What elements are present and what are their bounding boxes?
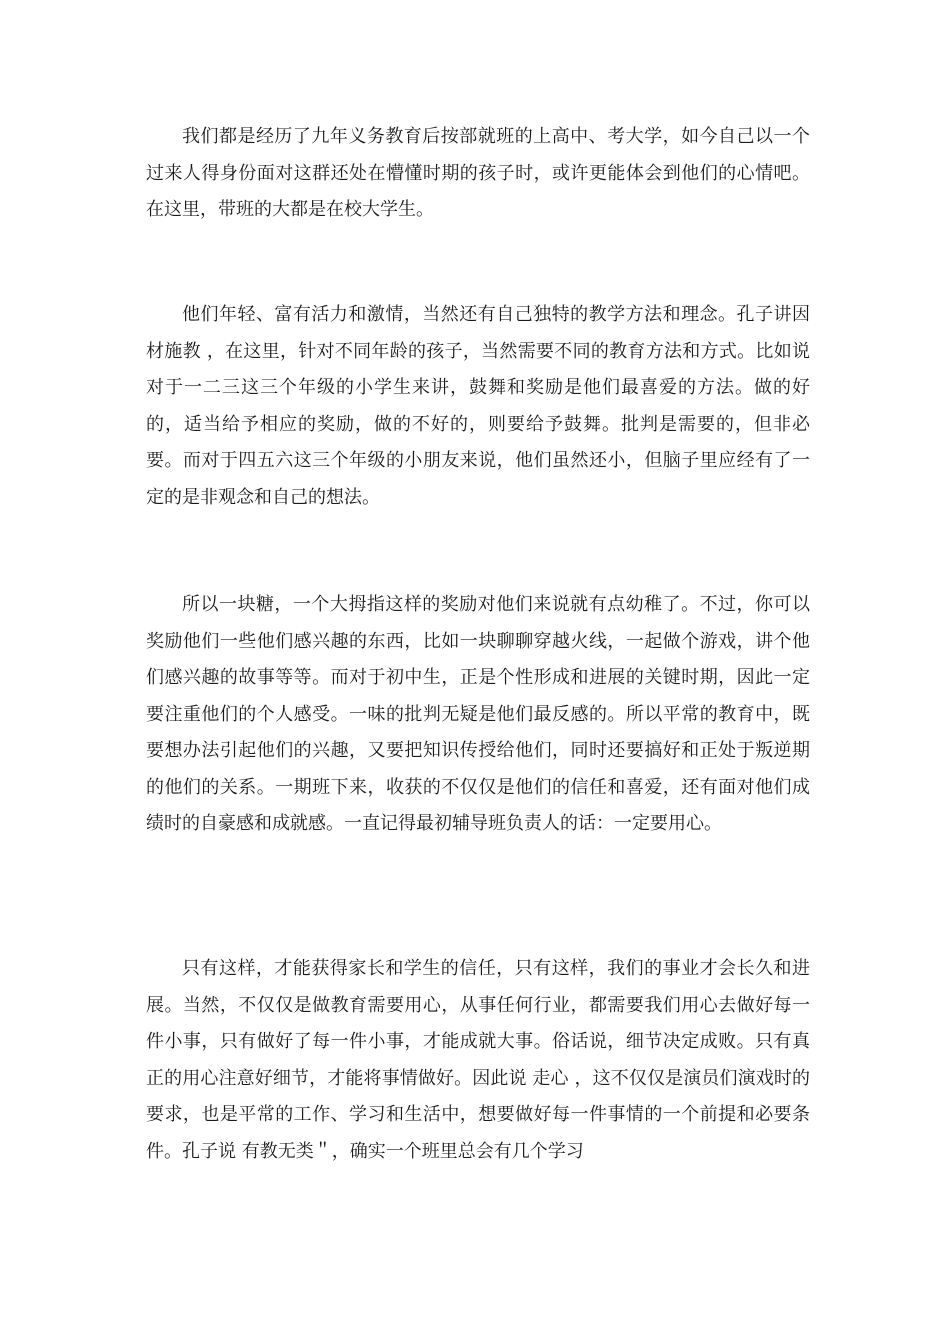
paragraph: 只有这样，才能获得家长和学生的信任，只有这样，我们的事业才会长久和进展。当然，不仅仅是做教育需要用心，从事任何行业，都需要我们用心去做好每一件小事，只有做好了每一件小事，才能成就大事。俗话说，细节决定成败。只有真正的用心注意好细节，才能将事情做好。因此说 走心 ，这不仅仅是演员们演戏时的要求，也是平常的工作、学习和生活中，想要做好每一件事情的一个前提和必要条件。孔子说 有教无类＂，确实一个班里总会有几个学习 — [146, 958, 810, 1162]
paragraph: 我们都是经历了九年义务教育后按部就班的上高中、考大学，如今自己以一个过来人得身份面对这群还处在懵懂时期的孩子时，或许更能体会到他们的心情吧。在这里，带班的大都是在校大学生。 — [146, 126, 810, 220]
paragraph: 所以一块糖，一个大拇指这样的奖励对他们来说就有点幼稚了。不过，你可以奖励他们一些他们感兴趣的东西，比如一块聊聊穿越火线，一起做个游戏，讲个他们感兴趣的故事等等。而对于初中生，正是个性形成和进展的关键时期，因此一定要注重他们的个人感受。一味的批判无疑是他们最反感的。所以平常的教育中，既要想办法引起他们的兴趣，又要把知识传授给他们，同时还要搞好和正处于叛逆期的他们的关系。一期班下来，收获的不仅仅是他们的信任和喜爱，还有面对他们成绩时的自豪感和成就感。一直记得最初辅导班负责人的话：一定要用心。 — [146, 594, 810, 834]
paragraph: 他们年轻、富有活力和激情，当然还有自己独特的教学方法和理念。孔子讲因材施教 ，在这里，针对不同年龄的孩子，当然需要不同的教育方法和方式。比如说对于一二三这三个年级的小学生来讲，鼓舞和奖励是他们最喜爱的方法。做的好的，适当给予相应的奖励，做的不好的，则要给予鼓舞。批判是需要的，但非必要。而对于四五六这三个年级的小朋友来说，他们虽然还小，但脑子里应经有了一定的是非观念和自己的想法。 — [146, 304, 810, 508]
